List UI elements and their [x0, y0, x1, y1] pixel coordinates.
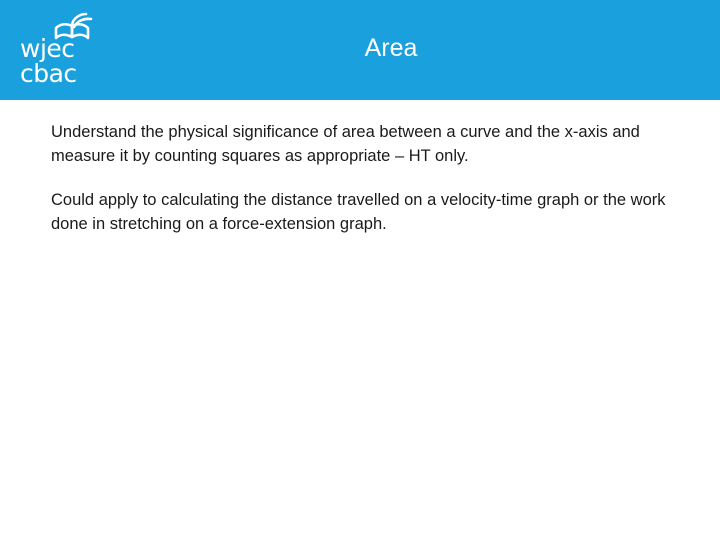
logo-text-cbac: cbac — [20, 59, 77, 88]
slide-title: Area — [364, 34, 418, 62]
header-bar — [0, 0, 720, 100]
slide-content — [51, 120, 671, 256]
paragraph-application: Could apply to calculating the distance travelled on a velocity-time graph or the work done in stretching on a force-extension graph. — [51, 191, 666, 233]
logo-text-wjec: wjec — [20, 34, 75, 63]
paragraph-objective: Understand the physical significance of area between a curve and the x-axis and measure it by counting squares as appropriate – HT only. — [51, 123, 640, 165]
